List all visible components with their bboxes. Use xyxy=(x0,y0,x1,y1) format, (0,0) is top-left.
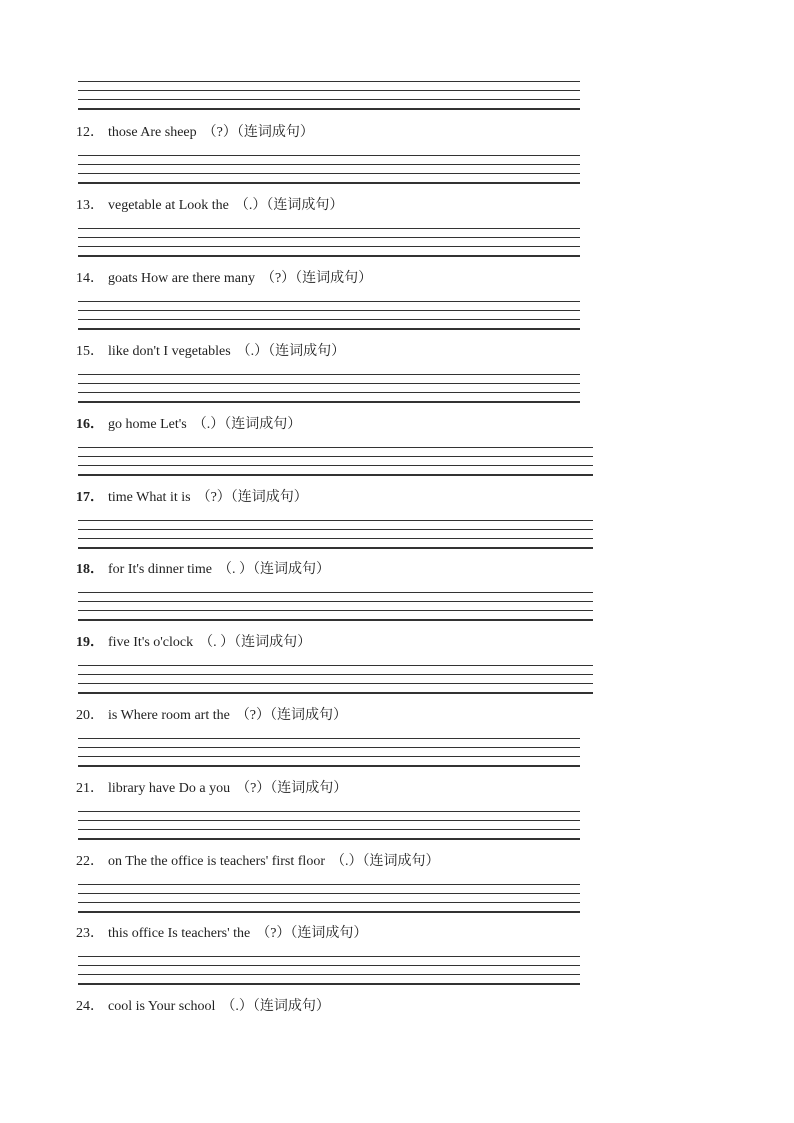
question-words: those Are sheep xyxy=(108,125,197,140)
question-15 xyxy=(76,343,345,361)
question-number: 18． xyxy=(76,562,104,577)
question-words: time What it is xyxy=(108,490,191,505)
question-hint: （?）（连词成句） xyxy=(256,926,368,941)
question-words: this office Is teachers' the xyxy=(108,926,251,941)
question-words: go home Let's xyxy=(108,417,187,432)
question-number: 12． xyxy=(76,125,104,140)
question-hint: （?）（连词成句） xyxy=(260,271,373,286)
question-19 xyxy=(76,634,311,652)
question-number: 17． xyxy=(76,490,104,505)
question-hint: （.）（连词成句） xyxy=(331,854,440,869)
question-number: 14． xyxy=(76,271,104,286)
question-21 xyxy=(76,780,347,798)
writing-lines xyxy=(78,592,593,622)
question-words: for It's dinner time xyxy=(108,562,212,577)
question-words: on The the office is teachers' first floor xyxy=(108,854,325,869)
question-words: five It's o'clock xyxy=(108,635,194,650)
question-hint: （.）（连词成句） xyxy=(234,198,344,213)
writing-lines xyxy=(78,301,580,331)
question-12 xyxy=(76,124,314,142)
question-hint: （?）（连词成句） xyxy=(235,708,348,723)
writing-lines xyxy=(78,155,580,185)
question-words: cool is Your school xyxy=(108,999,216,1014)
question-hint: （.）（连词成句） xyxy=(192,417,302,432)
question-hint: （.）（连词成句） xyxy=(221,999,330,1014)
writing-lines xyxy=(78,228,580,258)
question-hint: （.）（连词成句） xyxy=(236,344,346,359)
question-words: vegetable at Look the xyxy=(108,198,229,213)
question-13 xyxy=(76,197,343,215)
writing-lines xyxy=(78,81,580,111)
question-number: 13． xyxy=(76,198,104,213)
question-23 xyxy=(76,925,367,943)
question-22 xyxy=(76,853,440,871)
question-words: library have Do a you xyxy=(108,781,231,796)
writing-lines xyxy=(78,884,580,914)
question-18 xyxy=(76,561,330,579)
writing-lines xyxy=(78,520,593,550)
question-14 xyxy=(76,270,372,288)
question-words: like don't I vegetables xyxy=(108,344,231,359)
writing-lines xyxy=(78,374,580,404)
question-number: 24． xyxy=(76,999,104,1014)
question-number: 19． xyxy=(76,635,104,650)
question-number: 15． xyxy=(76,344,104,359)
question-words: is Where room art the xyxy=(108,708,230,723)
question-hint: （. ）（连词成句） xyxy=(199,635,312,650)
writing-lines xyxy=(78,956,580,986)
question-number: 22． xyxy=(76,854,104,869)
writing-lines xyxy=(78,811,580,841)
question-number: 21． xyxy=(76,781,104,796)
question-words: goats How are there many xyxy=(108,271,255,286)
question-number: 20． xyxy=(76,708,104,723)
question-hint: （?）（连词成句） xyxy=(202,125,314,140)
writing-lines xyxy=(78,738,580,768)
question-hint: （. ）（连词成句） xyxy=(218,562,330,577)
question-24 xyxy=(76,998,330,1016)
question-number: 16． xyxy=(76,417,104,432)
question-hint: （?）（连词成句） xyxy=(236,781,348,796)
question-hint: （?）（连词成句） xyxy=(196,490,308,505)
writing-lines xyxy=(78,447,593,477)
question-16 xyxy=(76,416,301,434)
question-17 xyxy=(76,489,308,507)
question-20 xyxy=(76,707,347,725)
writing-lines xyxy=(78,665,593,695)
question-number: 23． xyxy=(76,926,104,941)
